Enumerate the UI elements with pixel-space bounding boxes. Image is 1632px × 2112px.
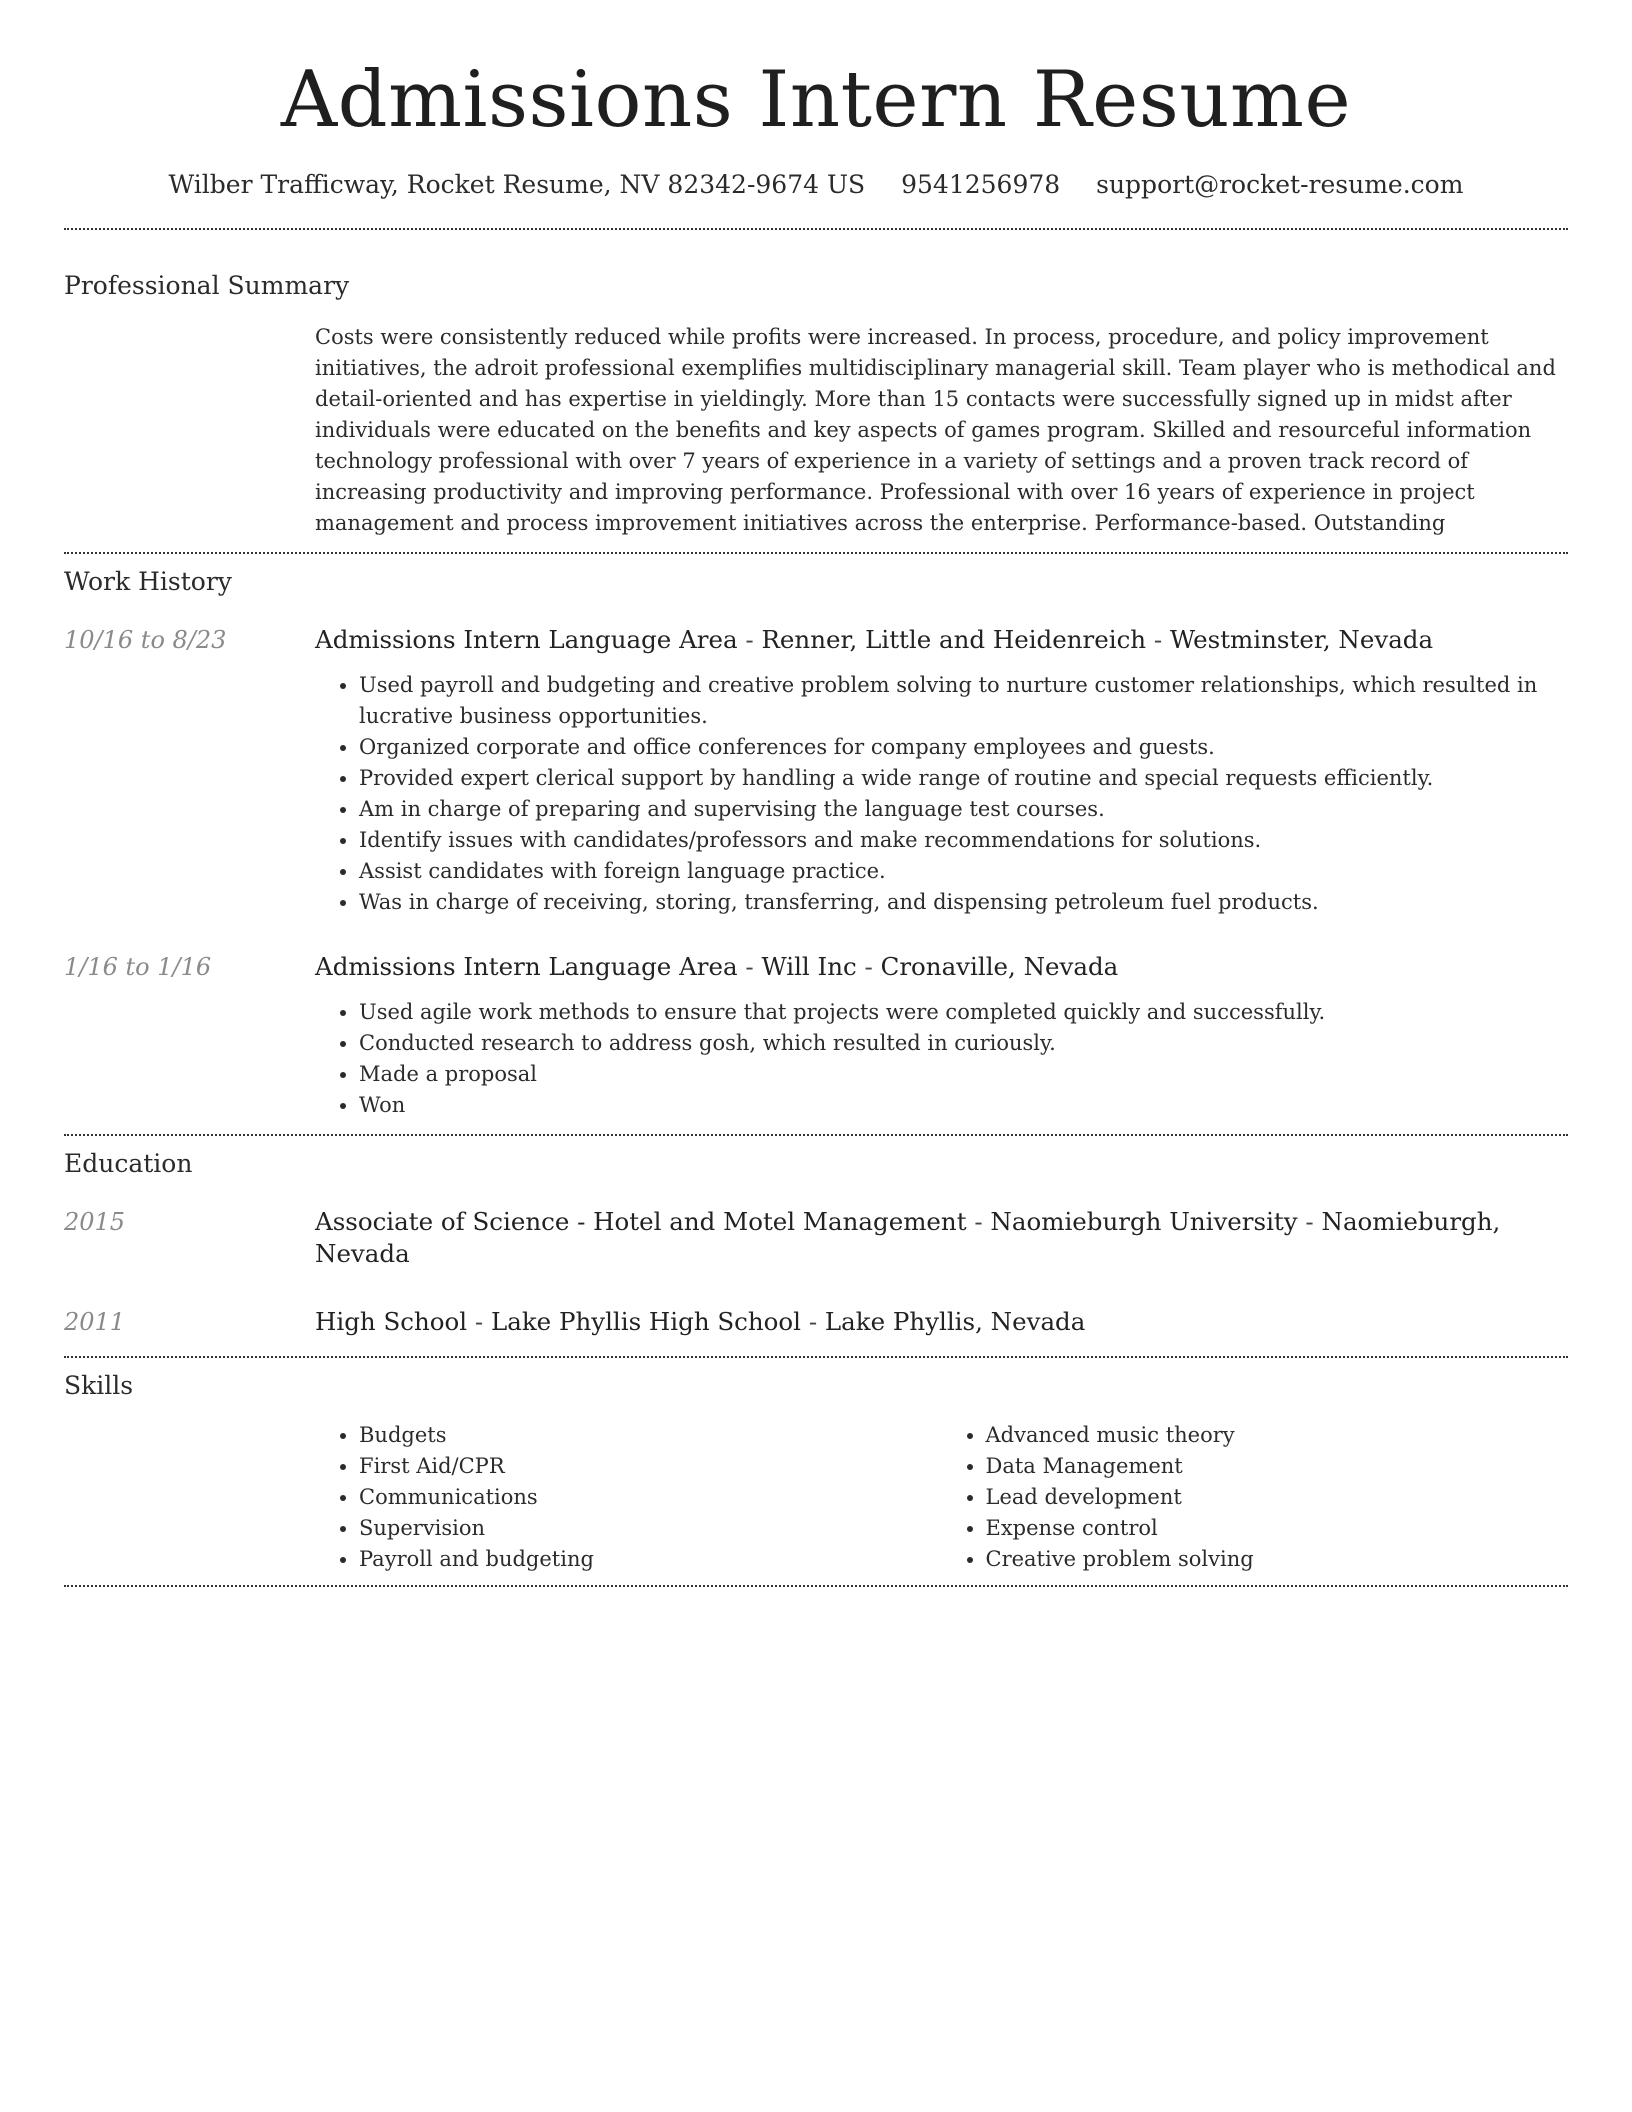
list-item: • Provided expert clerical support by handling a wide range of routine and special requests efficiently. — [359, 763, 1568, 794]
education-heading: Education — [64, 1149, 193, 1178]
skill-item: • Budgets — [359, 1420, 942, 1451]
separator: - — [1305, 1207, 1314, 1236]
list-item: • Organized corporate and office conferences for company employees and guests. — [359, 732, 1568, 763]
job-heading — [315, 624, 1568, 656]
separator: - — [745, 952, 754, 981]
skill-item: • Supervision — [359, 1513, 942, 1544]
job-bullets — [315, 670, 1568, 918]
contact-line — [64, 168, 1568, 202]
list-item: • Won — [359, 1090, 1568, 1121]
skill-item: • Advanced music theory — [986, 1420, 1569, 1451]
education-entry — [64, 1306, 1568, 1338]
job-company: Renner, Little and Heidenreich — [761, 625, 1147, 654]
separator: - — [745, 625, 754, 654]
resume-page — [64, 0, 1568, 1587]
divider — [64, 552, 1568, 554]
education-entry — [64, 1206, 1568, 1270]
list-item: • Made a proposal — [359, 1059, 1568, 1090]
education-school: Lake Phyllis High School — [490, 1307, 802, 1336]
contact-address: Wilber Trafficway, Rocket Resume, NV 82342-9674 US — [168, 170, 866, 199]
job-title: Admissions Intern Language Area — [315, 625, 738, 654]
job-location: Cronaville, Nevada — [880, 952, 1119, 981]
skills-list — [315, 1420, 1568, 1575]
summary-text: Costs were consistently reduced while profits were increased. In process, procedure, and policy improvement initiatives, the adroit professional exemplifies multidisciplinary managerial skill. Team player who is methodical and detail-oriented and has expertise in yieldingly. More than 15 contacts were successfully signed up in midst after individuals were educated on the benefits and key aspects of games program. Skilled and resourceful information technology professional with over 7 years of experience in a variety of settings and a proven track record of increasing productivity and improving performance. Professional with over 16 years of experience in project management and process improvement initiatives across the enterprise. Performance-based. Outstanding — [315, 325, 1556, 535]
job-date: 1/16 to 1/16 — [64, 953, 212, 981]
summary-heading: Professional Summary — [64, 271, 350, 300]
education-heading-line — [315, 1306, 1568, 1338]
separator: - — [1153, 625, 1163, 654]
job-location: Westminster, Nevada — [1169, 625, 1434, 654]
education-heading-line — [315, 1206, 1568, 1270]
list-item: • Was in charge of receiving, storing, transferring, and dispensing petroleum fuel products. — [359, 887, 1568, 918]
list-item: • Assist candidates with foreign language practice. — [359, 856, 1568, 887]
contact-phone: 9541256978 — [901, 170, 1061, 199]
divider — [64, 1134, 1568, 1136]
skills-column-left — [315, 1420, 942, 1575]
divider — [64, 1585, 1568, 1587]
work-history-heading: Work History — [64, 567, 232, 596]
divider — [64, 1356, 1568, 1358]
resume-title: Admissions Intern Resume — [280, 55, 1352, 145]
education-location: Lake Phyllis, Nevada — [824, 1307, 1086, 1336]
skill-item: • Creative problem solving — [986, 1544, 1569, 1575]
skill-item: • Payroll and budgeting — [359, 1544, 942, 1575]
skill-item: • First Aid/CPR — [359, 1451, 942, 1482]
list-item: • Used agile work methods to ensure that projects were completed quickly and successfully. — [359, 997, 1568, 1028]
education-school: Naomieburgh University — [990, 1207, 1298, 1236]
skill-item: • Expense control — [986, 1513, 1569, 1544]
list-item: • Used payroll and budgeting and creative problem solving to nurture customer relationships, which resulted in lucrative business opportunities. — [359, 670, 1568, 732]
education-year: 2011 — [64, 1308, 126, 1336]
education-degree: High School — [315, 1307, 468, 1336]
skill-item: • Data Management — [986, 1451, 1569, 1482]
job-entry — [64, 951, 1568, 1121]
job-title: Admissions Intern Language Area — [315, 952, 738, 981]
list-item: • Identify issues with candidates/professors and make recommendations for solutions. — [359, 825, 1568, 856]
list-item: • Am in charge of preparing and supervising the language test courses. — [359, 794, 1568, 825]
separator: - — [808, 1307, 818, 1336]
summary-section — [315, 322, 1568, 539]
separator: - — [974, 1207, 983, 1236]
job-company: Will Inc — [761, 952, 857, 981]
separator: - — [864, 952, 873, 981]
skill-item: • Communications — [359, 1482, 942, 1513]
skill-item: • Lead development — [986, 1482, 1569, 1513]
job-entry — [64, 624, 1568, 918]
divider — [64, 228, 1568, 230]
education-degree: Associate of Science - Hotel and Motel Management — [315, 1207, 967, 1236]
skills-column-right — [942, 1420, 1569, 1575]
skills-heading: Skills — [64, 1371, 134, 1400]
contact-email: support@rocket-resume.com — [1096, 170, 1464, 199]
education-location: Naomieburgh, Nevada — [315, 1207, 1501, 1268]
job-heading — [315, 951, 1568, 983]
education-year: 2015 — [64, 1208, 126, 1236]
list-item: • Conducted research to address gosh, which resulted in curiously. — [359, 1028, 1568, 1059]
job-bullets — [315, 997, 1568, 1121]
separator: - — [474, 1307, 484, 1336]
job-date: 10/16 to 8/23 — [64, 626, 227, 654]
